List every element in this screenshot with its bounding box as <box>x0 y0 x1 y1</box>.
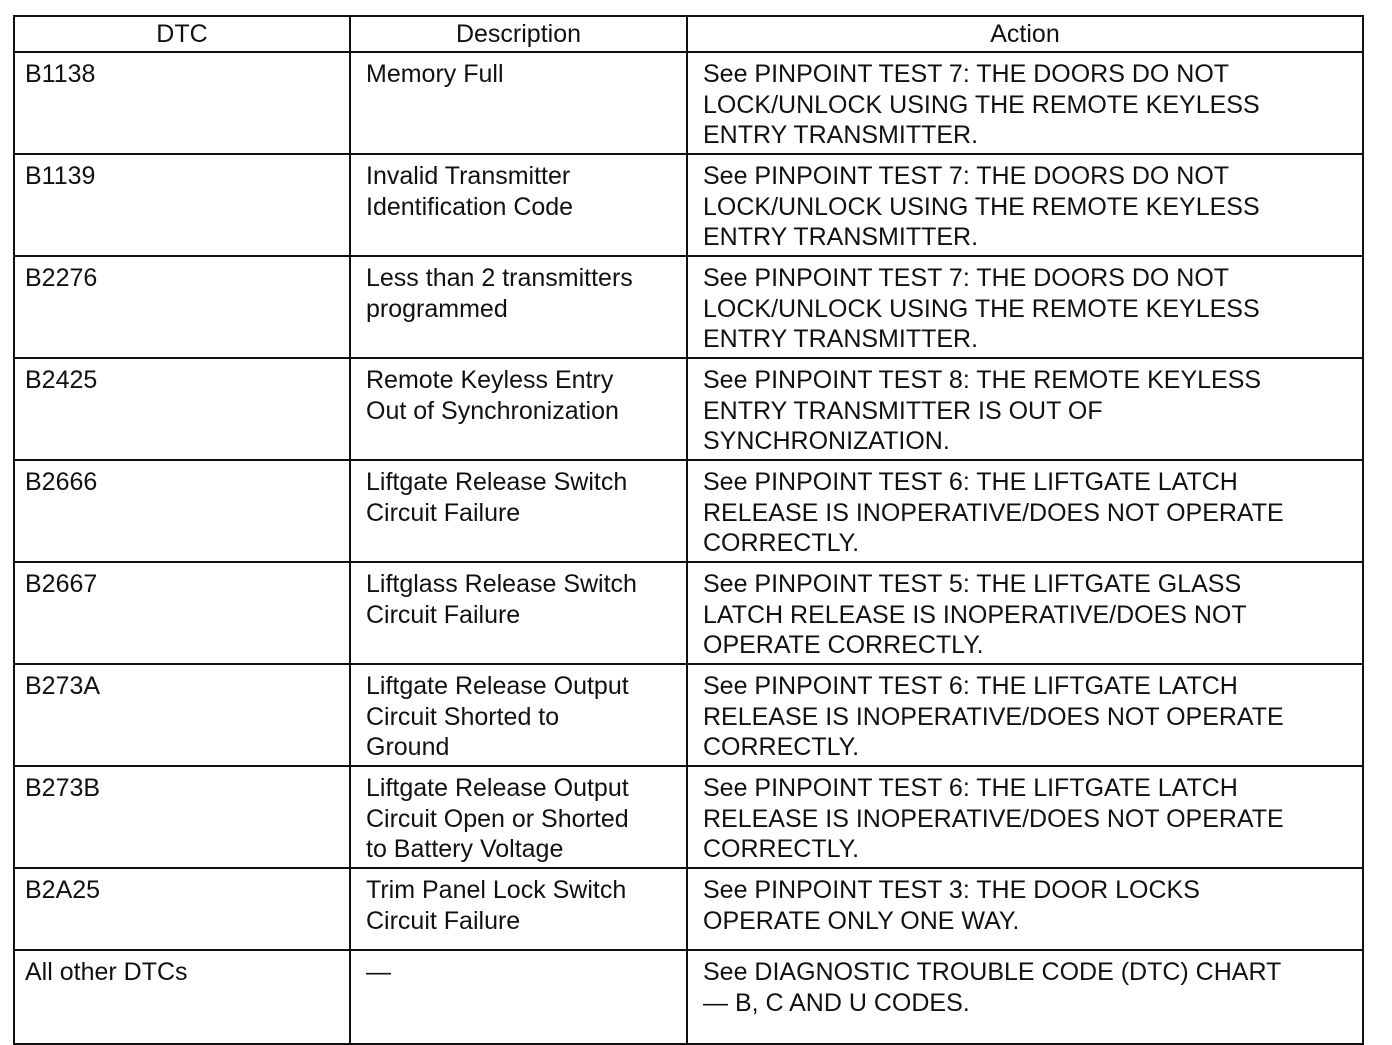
table-body <box>14 52 1363 1044</box>
table-row <box>14 154 1363 256</box>
dtc-description: Trim Panel Lock Switch Circuit Failure <box>350 868 687 950</box>
dtc-code: All other DTCs <box>14 950 350 1044</box>
table-row <box>14 358 1363 460</box>
header-action: Action <box>687 16 1363 52</box>
dtc-table <box>13 15 1364 1045</box>
dtc-action: See PINPOINT TEST 6: THE LIFTGATE LATCH RELEASE IS INOPERATIVE/DOES NOT OPERATE CORRECTLY. <box>687 460 1363 562</box>
table-row <box>14 460 1363 562</box>
dtc-action: See DIAGNOSTIC TROUBLE CODE (DTC) CHART — B, C AND U CODES. <box>687 950 1363 1044</box>
dtc-action: See PINPOINT TEST 3: THE DOOR LOCKS OPERATE ONLY ONE WAY. <box>687 868 1363 950</box>
dtc-description: Liftgate Release Output Circuit Shorted to Ground <box>350 664 687 766</box>
dtc-description: Liftgate Release Switch Circuit Failure <box>350 460 687 562</box>
table-header <box>14 16 1363 52</box>
dtc-code: B2666 <box>14 460 350 562</box>
dtc-code: B1139 <box>14 154 350 256</box>
table-row <box>14 868 1363 950</box>
dtc-code: B273B <box>14 766 350 868</box>
dtc-description: — <box>350 950 687 1044</box>
table-row <box>14 562 1363 664</box>
table-row <box>14 766 1363 868</box>
dtc-action: See PINPOINT TEST 6: THE LIFTGATE LATCH RELEASE IS INOPERATIVE/DOES NOT OPERATE CORRECTLY. <box>687 766 1363 868</box>
header-description: Description <box>350 16 687 52</box>
dtc-code: B273A <box>14 664 350 766</box>
header-row <box>14 16 1363 52</box>
table-row <box>14 664 1363 766</box>
dtc-code: B2A25 <box>14 868 350 950</box>
dtc-action: See PINPOINT TEST 8: THE REMOTE KEYLESS ENTRY TRANSMITTER IS OUT OF SYNCHRONIZATION. <box>687 358 1363 460</box>
table-row <box>14 52 1363 154</box>
dtc-action: See PINPOINT TEST 7: THE DOORS DO NOT LOCK/UNLOCK USING THE REMOTE KEYLESS ENTRY TRANSMITTER. <box>687 154 1363 256</box>
dtc-action: See PINPOINT TEST 7: THE DOORS DO NOT LOCK/UNLOCK USING THE REMOTE KEYLESS ENTRY TRANSMITTER. <box>687 52 1363 154</box>
dtc-description: Liftgate Release Output Circuit Open or Shorted to Battery Voltage <box>350 766 687 868</box>
dtc-description: Remote Keyless Entry Out of Synchronization <box>350 358 687 460</box>
dtc-description: Invalid Transmitter Identification Code <box>350 154 687 256</box>
dtc-action: See PINPOINT TEST 6: THE LIFTGATE LATCH RELEASE IS INOPERATIVE/DOES NOT OPERATE CORRECTLY. <box>687 664 1363 766</box>
dtc-code: B1138 <box>14 52 350 154</box>
dtc-description: Memory Full <box>350 52 687 154</box>
dtc-description: Liftglass Release Switch Circuit Failure <box>350 562 687 664</box>
dtc-action: See PINPOINT TEST 5: THE LIFTGATE GLASS LATCH RELEASE IS INOPERATIVE/DOES NOT OPERATE CORRECTLY. <box>687 562 1363 664</box>
dtc-code: B2667 <box>14 562 350 664</box>
table-row <box>14 950 1363 1044</box>
dtc-description: Less than 2 transmitters programmed <box>350 256 687 358</box>
table-row <box>14 256 1363 358</box>
dtc-code: B2425 <box>14 358 350 460</box>
dtc-code: B2276 <box>14 256 350 358</box>
dtc-action: See PINPOINT TEST 7: THE DOORS DO NOT LOCK/UNLOCK USING THE REMOTE KEYLESS ENTRY TRANSMITTER. <box>687 256 1363 358</box>
header-dtc: DTC <box>14 16 350 52</box>
